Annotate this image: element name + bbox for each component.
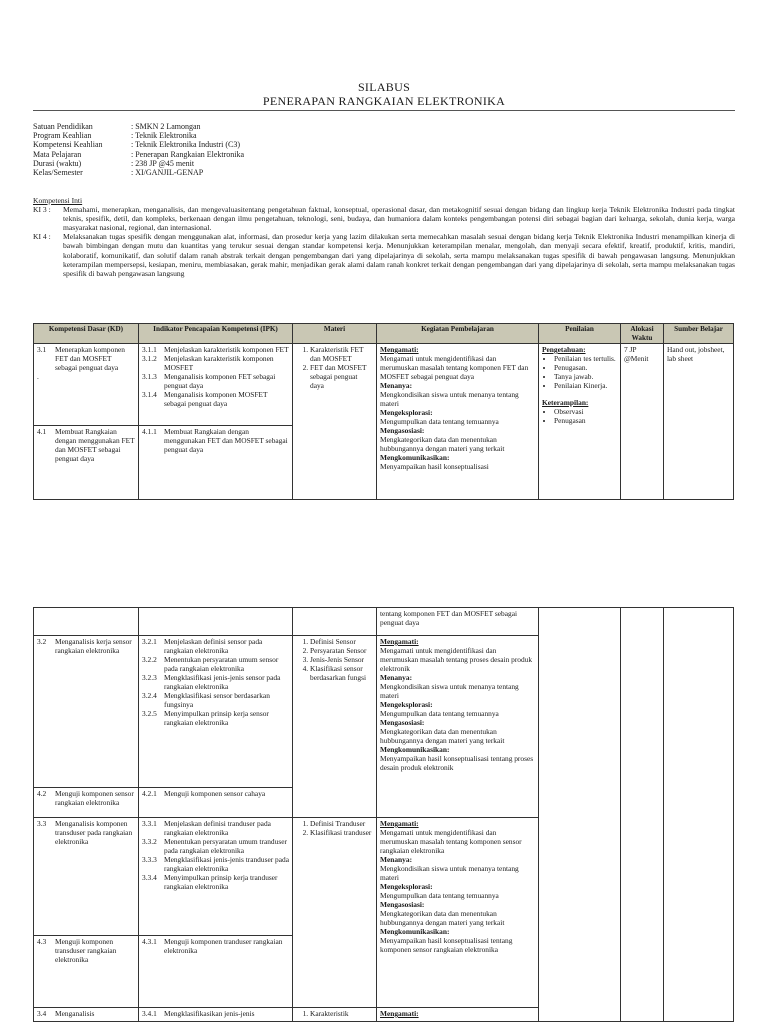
- kd-item: [37, 789, 135, 807]
- table-row: [34, 608, 734, 636]
- ipk-cell: [139, 344, 293, 426]
- kd-number: 3.3: [37, 819, 47, 828]
- ipk-number: 3.2.1: [142, 637, 157, 646]
- ipk-item: [142, 837, 289, 855]
- info-value: : Penerapan Rangkaian Elektronika: [131, 149, 245, 159]
- kegiatan-text: Mengkategorikan data dan menentukan hubbungannya dengan materi yang terkait: [380, 435, 505, 453]
- kegiatan-heading: Mengamati:: [380, 637, 419, 646]
- ki-number: KI 3 :: [33, 205, 51, 215]
- materi-item: 1. Karakteristik FET dan MOSFET: [310, 345, 373, 363]
- ipk-item: [142, 789, 289, 798]
- ipk-number: 3.1.1: [142, 345, 157, 354]
- info-row: [33, 131, 244, 140]
- ipk-text: Menjelaskan definisi tranduser pada rangkaian elektronika: [164, 819, 271, 837]
- ipk-number: 4.1.1: [142, 427, 157, 436]
- ipk-text: Menganalisis komponen MOSFET sebagai penguat daya: [164, 390, 268, 408]
- ipk-text: Membuat Rangkaian dengan menggunakan FET dan MOSFET sebagai penguat daya: [164, 427, 288, 454]
- ipk-text: Mengklasifikasi jenis-jenis sensor pada rangkaian elektronika: [164, 673, 281, 691]
- ipk-item: [142, 354, 289, 372]
- penilaian-item: • Penilaian tes tertulis.: [554, 354, 617, 363]
- ipk-number: 3.3.4: [142, 873, 157, 882]
- penilaian-item: • Penilaian Kinerja.: [554, 381, 617, 390]
- info-row: [33, 140, 244, 149]
- kegiatan-heading: Mengkomunikasikan:: [380, 453, 450, 462]
- ipk-number: 3.4.1: [142, 1009, 157, 1018]
- ipk-text: Menyimpulkan prinsip kerja tranduser rangkaian elektronika: [164, 873, 278, 891]
- ipk-text: Menjelaskan karakteristik komponen MOSFET: [164, 354, 274, 372]
- ipk-cell: [139, 608, 293, 636]
- info-value: : SMKN 2 Lamongan: [131, 122, 201, 131]
- ipk-text: Menjelaskan karakteristik komponen FET: [164, 345, 289, 354]
- kegiatan-step: [380, 408, 535, 426]
- materi-cell: [293, 636, 377, 818]
- ipk-text: Menentukan persyaratan umum sensor pada rangkaian elektronika: [164, 655, 279, 673]
- kegiatan-heading: Mengasosiasi:: [380, 718, 425, 727]
- kegiatan-text: Mengkategorikan data dan menentukan hubbungannya dengan materi yang terkait: [380, 909, 505, 927]
- info-row: [33, 168, 244, 177]
- kegiatan-heading: Mengeksplorasi:: [380, 700, 433, 709]
- ipk-item: [142, 855, 289, 873]
- kegiatan-text: Mengkondisikan siswa untuk menanya tentang materi: [380, 864, 519, 882]
- materi-item: 2. Persyaratan Sensor: [310, 646, 373, 655]
- materi-item: 1. Definisi Tranduser: [310, 819, 373, 828]
- kd-text: Membuat Rangkaian dengan menggunakan FET dan MOSFET sebagai penguat daya: [55, 427, 135, 463]
- info-row: [33, 122, 244, 131]
- kegiatan-step: [380, 855, 535, 882]
- sumber-cell: [664, 608, 734, 1022]
- kegiatan-step: [380, 882, 535, 900]
- kd-item: [37, 637, 135, 655]
- header-penilaian: Penilaian: [539, 324, 621, 344]
- kd-cell: [34, 936, 139, 1008]
- ki-item: [33, 232, 735, 277]
- kd-cell: [34, 608, 139, 636]
- ipk-number: 3.3.3: [142, 855, 157, 864]
- document-title: SILABUS: [357, 80, 411, 94]
- ipk-cell: [139, 636, 293, 788]
- syllabus-table: [33, 323, 734, 500]
- kegiatan-step: [380, 426, 535, 453]
- ipk-number: 4.2.1: [142, 789, 157, 798]
- kegiatan-step: [380, 637, 535, 673]
- ipk-text: Menguji komponen tranduser rangkaian elektronika: [164, 937, 283, 955]
- ipk-cell: [139, 426, 293, 500]
- header-kegiatan: Kegiatan Pembelajaran: [377, 324, 539, 344]
- info-value: : XI/GANJIL-GENAP: [131, 168, 204, 178]
- kegiatan-step: [380, 900, 535, 927]
- ipk-text: Mengklasifikasikan jenis-jenis: [164, 1009, 255, 1018]
- kegiatan-text: Mengumpulkan data tentang temuannya: [380, 709, 499, 718]
- ipk-text: Menentukan persyaratan umum tranduser pada rangkaian elektronika: [164, 837, 287, 855]
- kegiatan-heading: Mengkomunikasikan:: [380, 745, 450, 754]
- kd-item: [37, 345, 135, 372]
- kd-text: Menganalisis: [55, 1009, 95, 1018]
- kegiatan-heading: Mengasosiasi:: [380, 900, 425, 909]
- ipk-cell: [139, 936, 293, 1008]
- ipk-cell: [139, 788, 293, 818]
- kd-item: [37, 427, 135, 463]
- materi-cell: [293, 1008, 377, 1022]
- kd-cell: [34, 636, 139, 788]
- kegiatan-heading: Menanya:: [380, 855, 413, 864]
- kd-text: Menguji komponen sensor rangkaian elektronika: [55, 789, 134, 807]
- ipk-text: Menguji komponen sensor cahaya: [164, 789, 266, 798]
- ipk-item: [142, 372, 289, 390]
- ki-text: Memahami, menerapkan, menganalisis, dan mengevaluasitentang pengetahuan faktual, konseptual, operasional dasar, dan metakognitif sesuai dengan bidang dan lingkup kerja Teknik Elektronika Industri pada tingkat teknis, spesifik, detil, dan kompleks, berkenaan dengan ilmu pengetahuan, teknologi, seni, budaya, dan humaniora dalam konteks pengembangan potensi diri sebagai bagian dari keluarga, sekolah, dunia kerja, warga masyarakat nasional, regional, dan internasional.: [63, 205, 735, 233]
- ipk-text: Menyimpulkan prinsip kerja sensor rangkaian elektronika: [164, 709, 269, 727]
- ipk-number: 3.2.4: [142, 691, 157, 700]
- ipk-number: 3.3.1: [142, 819, 157, 828]
- kegiatan-heading: Menanya:: [380, 381, 413, 390]
- kd-item: [37, 1009, 135, 1018]
- kegiatan-heading: Mengamati:: [380, 819, 419, 828]
- ipk-text: Mengklasifikasi jenis-jenis tranduser pada rangkaian elektronika: [164, 855, 289, 873]
- title-divider: [33, 110, 735, 111]
- penilaian-item: • Observasi: [554, 407, 617, 416]
- ipk-item: [142, 873, 289, 891]
- ipk-number: 3.2.5: [142, 709, 157, 718]
- materi-list: [296, 1009, 373, 1018]
- ki-heading: Kompetensi Inti: [33, 196, 83, 205]
- kegiatan-heading: Mengkomunikasikan:: [380, 927, 450, 936]
- kd-number: 3.4: [37, 1009, 47, 1018]
- kegiatan-text: Mengkondisikan siswa untuk menanya tentang materi: [380, 390, 519, 408]
- kd-number: 4.3: [37, 937, 47, 946]
- penilaian-cell: [539, 608, 621, 1022]
- penilaian-heading: Pengetahuan:: [542, 345, 586, 354]
- ki-number: KI 4 :: [33, 232, 51, 242]
- ipk-number: 3.2.2: [142, 655, 157, 664]
- kegiatan-heading: Menanya:: [380, 673, 413, 682]
- kegiatan-heading: Mengamati:: [380, 345, 419, 354]
- ipk-text: Mengklasifikasi sensor berdasarkan fungsinya: [164, 691, 270, 709]
- kd-cell: [34, 426, 139, 500]
- kd-cell: [34, 788, 139, 818]
- kd-number: 3.1: [37, 345, 47, 354]
- info-label: Durasi (waktu): [33, 158, 82, 168]
- ipk-cell: [139, 818, 293, 936]
- kegiatan-step: [380, 453, 535, 471]
- penilaian-cell: [539, 344, 621, 500]
- header-materi: Materi: [293, 324, 377, 344]
- kegiatan-text: Mengkategorikan data dan menentukan hubbungannya dengan materi yang terkait: [380, 727, 505, 745]
- kegiatan-text: Mengamati untuk mengidentifikasi dan merumuskan masalah tentang komponen sensor rangkaian elektronika: [380, 828, 522, 855]
- ki-item: [33, 205, 735, 232]
- ipk-item: [142, 427, 289, 454]
- kegiatan-heading: Mengamati:: [380, 1009, 419, 1018]
- info-label: Mata Pelajaran: [33, 149, 82, 159]
- header-ipk: Indikator Pencapaian Kompetensi (IPK): [139, 324, 293, 344]
- materi-cell: [293, 344, 377, 500]
- kegiatan-step: [380, 819, 535, 855]
- info-label: Satuan Pendidikan: [33, 122, 93, 131]
- ipk-item: [142, 691, 289, 709]
- info-row: [33, 159, 244, 168]
- kd-text: Menerapkan komponen FET dan MOSFET sebagai penguat daya: [55, 345, 125, 372]
- kegiatan-text: Menyampaikan hasil konseptualisasi tentang komponen sensor rangkaian elektronika: [380, 936, 513, 954]
- ipk-item: [142, 655, 289, 673]
- table-row: [34, 344, 734, 426]
- materi-item: 2. FET dan MOSFET sebagai penguat daya: [310, 363, 373, 390]
- info-value: : Teknik Elektronika Industri (C3): [131, 140, 241, 150]
- kd-cell: [34, 344, 139, 426]
- kd-text: Menganalisis kerja sensor rangkaian elektronika: [55, 637, 132, 655]
- kegiatan-step: [380, 381, 535, 408]
- kegiatan-text: Menyampaikan hasil konseptualisasi: [380, 462, 489, 471]
- header-alokasi: Alokasi Waktu: [621, 324, 664, 344]
- ipk-number: 3.1.4: [142, 390, 157, 399]
- info-label: Kelas/Semester: [33, 168, 83, 178]
- kegiatan-step: [380, 700, 535, 718]
- materi-item: 1. Definisi Sensor: [310, 637, 373, 646]
- ipk-item: [142, 709, 289, 727]
- materi-item: 2. Klasifikasi tranduser: [310, 828, 373, 837]
- materi-list: [296, 819, 373, 837]
- kd-item: [37, 819, 135, 846]
- kegiatan-text: Mengumpulkan data tentang temuannya: [380, 417, 499, 426]
- kegiatan-text: Mengamati untuk mengidentifikasi dan merumuskan masalah tentang komponen FET dan MOSFET sebagai penguat daya: [380, 354, 529, 381]
- penilaian-list: [542, 407, 617, 425]
- materi-item: 3. Jenis-Jenis Sensor: [310, 655, 373, 664]
- alokasi-cell: 7 JP @Menit: [621, 344, 664, 500]
- kd-item: [37, 937, 135, 964]
- header-kd: Kompetensi Dasar (KD): [34, 324, 139, 344]
- sumber-cell: Hand out, jobsheet, lab sheet: [664, 344, 734, 500]
- materi-item: 1. Karakteristik: [310, 1009, 373, 1018]
- kegiatan-text: Menyampaikan hasil konseptualisasi tentang proses desain produk elektronik: [380, 754, 534, 772]
- ipk-number: 3.1.3: [142, 372, 157, 381]
- kd-number: 4.2: [37, 789, 47, 798]
- ipk-item: [142, 345, 289, 354]
- kompetensi-inti: [33, 196, 735, 278]
- kd-cell: [34, 1008, 139, 1022]
- kegiatan-text: Mengkondisikan siswa untuk menanya tentang materi: [380, 682, 519, 700]
- ipk-number: 3.3.2: [142, 837, 157, 846]
- ipk-text: Menjelaskan definisi sensor pada rangkaian elektronika: [164, 637, 263, 655]
- document-subtitle: PENERAPAN RANGKAIAN ELEKTRONIKA: [262, 94, 506, 108]
- materi-item: 4. Klasifikasi sensor berdasarkan fungsi: [310, 664, 373, 682]
- materi-list: [296, 345, 373, 390]
- info-value: : 238 JP @45 menit: [131, 158, 195, 168]
- kegiatan-heading: Mengasosiasi:: [380, 426, 425, 435]
- kegiatan-step: [380, 345, 535, 381]
- kd-extra: .: [37, 372, 39, 381]
- ki-text: Melaksanakan tugas spesifik dengan menggunakan alat, informasi, dan prosedur kerja yang lazim dilakukan serta memecahkan masalah sesuai dengan bidang kerja Teknik Elektronika Industri menampilkan kinerja di bawah bimbingan dengan mutu dan kuantitas yang terukur sesuai dengan standar kompetensi kerja. Menunjukkan keterampilan menalar, mengolah, dan menyaji secara efektif, kreatif, produktif, kritis, mandiri, kolaboratif, komunikatif, dan solutif dalam ranah abstrak terkait dengan pengembangan dari yang dipelajarinya di sekolah, serta mampu melaksanakan tugas spesifik di bawah pengawasan langsung. Menunjukkan keterampilan mempersepsi, kesiapan, meniru, membiasakan, gerak mahir, menjadikan gerak alami dalam ranah konkret terkait dengan pengembangan dari yang dipelajarinya di sekolah, serta mampu melaksanakan tugas spesifik di bawah pengawasan langsung: [63, 232, 735, 278]
- kegiatan-cell: tentang komponen FET dan MOSFET sebagai penguat daya: [377, 608, 539, 636]
- ipk-item: [142, 673, 289, 691]
- materi-cell: [293, 818, 377, 1008]
- kegiatan-step: [380, 673, 535, 700]
- info-row: [33, 150, 244, 159]
- kegiatan-cell: [377, 636, 539, 818]
- ipk-cell: [139, 1008, 293, 1022]
- kegiatan-cell: [377, 1008, 539, 1022]
- spacer: [542, 390, 617, 398]
- penilaian-heading: Keterampilan:: [542, 398, 589, 407]
- penilaian-item: • Tanya jawab.: [554, 372, 617, 381]
- penilaian-item: • Penugasan: [554, 416, 617, 425]
- kd-number: 3.2: [37, 637, 47, 646]
- table-header-row: [34, 324, 734, 344]
- kegiatan-heading: Mengeksplorasi:: [380, 408, 433, 417]
- ipk-number: 3.2.3: [142, 673, 157, 682]
- kegiatan-step: [380, 927, 535, 954]
- kegiatan-text: Mengamati untuk mengidentifikasi dan merumuskan masalah tentang proses desain produk elektronik: [380, 646, 533, 673]
- kegiatan-step: [380, 745, 535, 772]
- kegiatan-cell: [377, 344, 539, 500]
- info-value: : Teknik Elektronika: [131, 131, 197, 141]
- penilaian-item: • Penugasan.: [554, 363, 617, 372]
- kd-text: Menguji komponen transduser rangkaian elektronika: [55, 937, 117, 964]
- kegiatan-text: Mengumpulkan data tentang temuannya: [380, 891, 499, 900]
- kd-number: 4.1: [37, 427, 47, 436]
- info-label: Kompetensi Keahlian: [33, 140, 103, 150]
- ipk-item: [142, 937, 289, 955]
- kegiatan-cell: [377, 818, 539, 1008]
- info-label: Program Keahlian: [33, 131, 92, 141]
- kegiatan-step: [380, 718, 535, 745]
- kegiatan-heading: Mengeksplorasi:: [380, 882, 433, 891]
- identity-block: [33, 122, 244, 177]
- materi-cell: [293, 608, 377, 636]
- syllabus-table-continued: [33, 607, 734, 1022]
- ipk-number: 3.1.2: [142, 354, 157, 363]
- ipk-item: [142, 637, 289, 655]
- alokasi-cell: [621, 608, 664, 1022]
- kd-cell: [34, 818, 139, 936]
- ipk-item: [142, 819, 289, 837]
- ipk-text: Menganalisis komponen FET sebagai penguat daya: [164, 372, 276, 390]
- ipk-item: [142, 1009, 289, 1018]
- ipk-item: [142, 390, 289, 408]
- materi-list: [296, 637, 373, 682]
- ipk-number: 4.3.1: [142, 937, 157, 946]
- penilaian-list: [542, 354, 617, 390]
- header-sumber: Sumber Belajar: [664, 324, 734, 344]
- kd-text: Menganalisis komponen transduser pada rangkaian elektronika: [55, 819, 133, 846]
